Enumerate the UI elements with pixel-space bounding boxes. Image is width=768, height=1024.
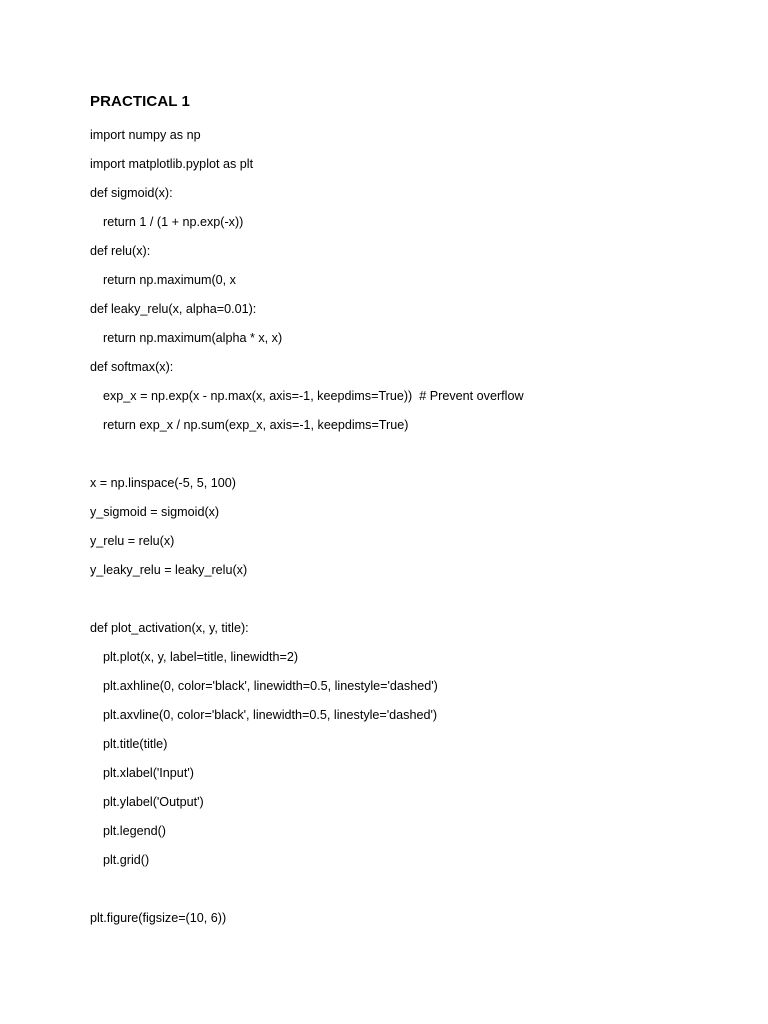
code-line: x = np.linspace(-5, 5, 100) [90, 476, 236, 490]
code-line: plt.ylabel('Output') [103, 795, 204, 809]
code-line: def relu(x): [90, 244, 151, 258]
code-block [90, 125, 730, 937]
code-line: plt.axhline(0, color='black', linewidth=0.5, linestyle='dashed') [103, 679, 438, 693]
code-line: def plot_activation(x, y, title): [90, 621, 249, 635]
code-line: def sigmoid(x): [90, 186, 173, 200]
code-line: import numpy as np [90, 128, 201, 142]
code-line: plt.grid() [103, 853, 150, 867]
code-line: return 1 / (1 + np.exp(-x)) [103, 215, 244, 229]
blank-line [90, 879, 730, 908]
code-line: plt.axvline(0, color='black', linewidth=0.5, linestyle='dashed') [103, 708, 438, 722]
blank-line [90, 589, 730, 618]
code-line: y_sigmoid = sigmoid(x) [90, 505, 220, 519]
code-line: def leaky_relu(x, alpha=0.01): [90, 302, 257, 316]
code-line: y_leaky_relu = leaky_relu(x) [90, 563, 248, 577]
code-line: return exp_x / np.sum(exp_x, axis=-1, keepdims=True) [103, 418, 409, 432]
document-title: PRACTICAL 1 [90, 93, 190, 110]
code-line: exp_x = np.exp(x - np.max(x, axis=-1, keepdims=True)) # Prevent overflow [103, 389, 524, 403]
code-line: def softmax(x): [90, 360, 174, 374]
code-line: import matplotlib.pyplot as plt [90, 157, 254, 171]
code-line: plt.plot(x, y, label=title, linewidth=2) [103, 650, 299, 664]
blank-line [90, 444, 730, 473]
code-line: plt.figure(figsize=(10, 6)) [90, 911, 227, 925]
code-line: y_relu = relu(x) [90, 534, 175, 548]
code-line: plt.legend() [103, 824, 167, 838]
code-line: return np.maximum(alpha * x, x) [103, 331, 283, 345]
code-line: return np.maximum(0, x [103, 273, 236, 287]
code-line: plt.title(title) [103, 737, 168, 751]
code-line: plt.xlabel('Input') [103, 766, 194, 780]
